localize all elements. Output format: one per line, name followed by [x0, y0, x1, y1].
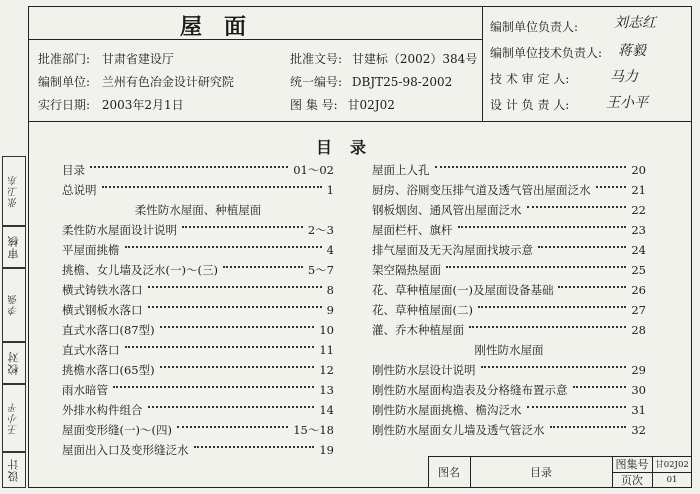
toc-entry[interactable]: 屋面出入口及变形缝泛水 19: [62, 443, 334, 457]
check-label: 校对: [2, 342, 26, 384]
toc-entry[interactable]: 挑檐水落口(65型) 12: [62, 363, 334, 377]
contents-heading: 目录: [316, 138, 385, 157]
header-divider: [28, 121, 692, 122]
design-lead-label: 设 计 负 责 人:: [490, 98, 570, 112]
tech-head-signature: 蒋毅: [618, 43, 646, 59]
toc-entry[interactable]: 刚性防水屋面构造表及分格缝布置示意 30: [372, 383, 646, 397]
toc-entry[interactable]: 目录 01～02: [62, 163, 334, 177]
unit-head-label: 编制单位负责人:: [490, 20, 579, 34]
toc-entry[interactable]: 横式铸铁水落口 8: [62, 283, 334, 297]
toc-entry[interactable]: 外排水构件组合 14: [62, 403, 334, 417]
toc-entry[interactable]: 厨房、浴厕变压排气道及透气管出屋面泛水 21: [372, 183, 646, 197]
atlas-number: 图 集 号: 甘02J02: [290, 98, 395, 112]
toc-entry[interactable]: 直式水落口 11: [62, 343, 334, 357]
unified-number: 统一编号: DBJT25-98-2002: [290, 75, 453, 89]
page-number-label: 页次: [621, 474, 643, 487]
tech-head-label: 编制单位技术负责人:: [490, 46, 603, 60]
toc-entry[interactable]: 总说明 1: [62, 183, 334, 197]
toc-entry[interactable]: 刚性防水屋面女儿墙及透气管泛水 32: [372, 423, 646, 437]
toc-entry[interactable]: 挑檐、女儿墙及泛水(一)～(三) 5～7: [62, 263, 334, 277]
toc-entry[interactable]: 花、草种植屋面(一)及屋面设备基础 26: [372, 283, 646, 297]
drawing-name-value: 目录: [530, 466, 552, 479]
check-signature: 李强: [2, 268, 26, 342]
toc-entry[interactable]: 排气屋面及无天沟屋面找坡示意 24: [372, 243, 646, 257]
toc-entry[interactable]: 刚性防水层设计说明 29: [372, 363, 646, 377]
tech-reviewer-label: 技 术 审 定 人:: [490, 72, 570, 86]
toc-entry[interactable]: 屋面栏杆、旗杆 23: [372, 223, 646, 237]
toc-entry[interactable]: 钢板烟囱、通风管出屋面泛水 22: [372, 203, 646, 217]
design-lead-signature: 王小平: [606, 95, 648, 111]
toc-entry[interactable]: 雨水暗管 13: [62, 383, 334, 397]
unit-head-signature: 刘志红: [614, 15, 656, 31]
page-number-value: 01: [666, 475, 678, 485]
approval-dept: 批准部门: 甘肃省建设厅: [38, 52, 174, 66]
atlas-set-value: 甘02J02: [655, 460, 689, 470]
effective-date: 实行日期: 2003年2月1日: [38, 98, 184, 112]
tech-reviewer-signature: 马力: [610, 69, 638, 85]
design-signature: 王小平: [2, 384, 26, 452]
header-vertical-divider: [482, 6, 483, 121]
toc-entry[interactable]: 架空隔热屋面 25: [372, 263, 646, 277]
toc-section-heading: 柔性防水屋面、种植屋面: [134, 203, 262, 217]
side-signature-strip: [2, 6, 26, 488]
toc-entry[interactable]: 屋面变形缝(一)～(四) 15～18: [62, 423, 334, 437]
toc-entry[interactable]: 柔性防水屋面设计说明 2～3: [62, 223, 334, 237]
toc-entry[interactable]: 横式钢板水落口 9: [62, 303, 334, 317]
review-signature: 张卫东: [2, 156, 26, 226]
toc-section-heading: 刚性防水屋面: [474, 343, 544, 357]
drawing-name-label: 图名: [438, 466, 460, 479]
toc-entry[interactable]: 平屋面挑檐 4: [62, 243, 334, 257]
atlas-set-label: 图集号: [615, 458, 649, 471]
toc-right-column: [372, 160, 646, 440]
toc-left-column: [62, 160, 334, 460]
approval-number: 批准文号: 甘建标（2002）384号: [290, 52, 478, 66]
toc-entry[interactable]: 直式水落口(87型) 10: [62, 323, 334, 337]
compile-unit: 编制单位: 兰州有色冶金设计研究院: [38, 75, 234, 89]
review-label: 审核: [2, 226, 26, 268]
toc-entry[interactable]: 花、草种植屋面(二) 27: [372, 303, 646, 317]
toc-entry[interactable]: 刚性防水屋面挑檐、檐沟泛水 31: [372, 403, 646, 417]
design-label: 设计: [2, 452, 26, 488]
toc-entry[interactable]: 屋面上人孔 20: [372, 163, 646, 177]
page-title: 屋面: [180, 14, 269, 40]
toc-entry[interactable]: 灌、乔木种植屋面 28: [372, 323, 646, 337]
